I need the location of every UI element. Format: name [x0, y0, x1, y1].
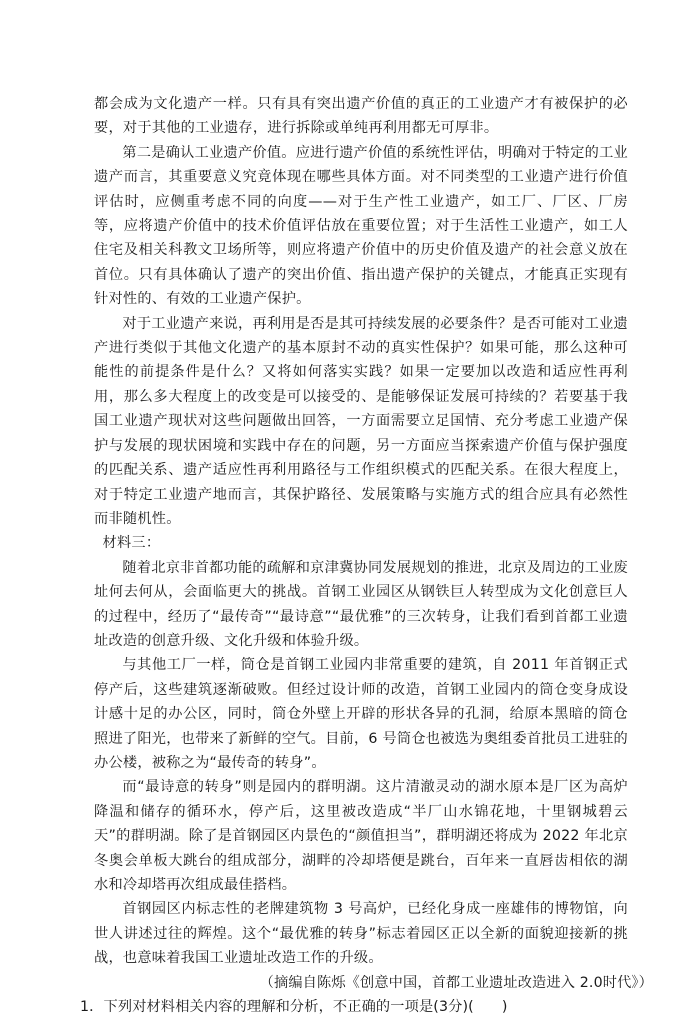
- paragraph-shougang-intro: 随着北京非首都功能的疏解和京津冀协同发展规划的推进，北京及周边的工业废址何去何从，会面临更大的挑战。首钢工业园区从钢铁巨人转型成为文化创意巨人的过程中，经历了“最传奇”“最诗意”“最优雅”的三次转身，让我们看到首都工业遗址改造的创意升级、文化升级和体验升级。: [94, 559, 628, 649]
- paragraph-reuse-questions: 对于工业遗产来说，再利用是否是其可持续发展的必要条件？是否可能对工业遗产进行类似于其他文化遗产的基本原封不动的真实性保护？如果可能，那么这种可能性的前提条件是什么？又将如何落实实践？如果一定要加以改造和适应性再利用，那么多大程度上的改变是可以接受的、是能够保证发展可持续的？若要基于我国工业遗产现状对这些问题做出回答，一方面需要立足国情、充分考虑工业遗产保护与发展的现状困境和实践中存在的问题，另一方面应当探索遗产价值与保护强度的匹配关系、遗产适应性再利用路径与工作组织模式的匹配关系。在很大程度上，对于特定工业遗产地而言，其保护路径、发展策略与实施方式的组合应具有必然性而非随机性。: [94, 315, 628, 527]
- paragraph-blast-furnace: 首钢园区内标志性的老牌建筑物 3 号高炉，已经化身成一座雄伟的博物馆，向世人讲述过往的辉煌。这个“最优雅的转身”标志着园区正以全新的面貌迎接新的挑战，也意味着我国工业遗址改造工作的升级。: [94, 901, 628, 967]
- paragraph-qunming-lake: 而“最诗意的转身”则是园内的群明湖。这片清澈灵动的湖水原本是厂区为高炉降温和储存的循环水，停产后，这里被改造成“半厂山水锦花地，十里钢城碧云天”的群明湖。除了是首钢园区内景色的“颜值担当”，群明湖还将成为 2022 年北京冬奥会单板大跳台的组成部分，湖畔的冷却塔便是跳台，百年来一直唇齿相依的湖水和冷却塔再次组成最佳搭档。: [94, 779, 628, 893]
- question-1-close: ): [501, 999, 508, 1016]
- paragraph-value-confirmation: 第二是确认工业遗产价值。应进行遗产价值的系统性评估，明确对于特定的工业遗产而言，其重要意义究竟体现在哪些具体方面。对不同类型的工业遗产进行价值评估时，应侧重考虑不同的向度——对于生产性工业遗产，如工厂、厂区、厂房等，应将遗产价值中的技术价值评估放在重要位置；对于生活性工业遗产，如工人住宅及相关科教文卫场所等，则应将遗产价值中的历史价值及遗产的社会意义放在首位。只有具体确认了遗产的突出价值、指出遗产保护的关键点，才能真正实现有针对性的、有效的工业遗产保护。: [94, 144, 628, 308]
- section-heading-material-three: 材料三：: [102, 535, 161, 552]
- question-1-text: 1．下列对材料相关内容的理解和分析，不正确的一项是(3分)(: [80, 999, 474, 1016]
- question-1: [80, 995, 628, 1019]
- source-citation: （摘编自陈烁《创意中国，首都工业遗址改造进入 2.0时代》）: [259, 974, 653, 991]
- paragraph-silo: 与其他工厂一样，筒仓是首钢工业园内非常重要的建筑，自 2011 年首钢正式停产后，这些建筑逐渐破败。但经过设计师的改造，首钢工业园内的筒仓变身成设计感十足的办公区，同时，筒仓外壁上开辟的形状各异的孔洞，给原本黑暗的筒仓照进了阳光，也带来了新鲜的空气。目前，6 号筒仓也被选为奥组委首批员工进驻的办公楼，被称之为“最传奇的转身”。: [94, 657, 628, 771]
- paragraph-continuation: 都会成为文化遗产一样。只有具有突出遗产价值的真正的工业遗产才有被保护的必要，对于其他的工业遗存，进行拆除或单纯再利用都无可厚非。: [94, 96, 628, 137]
